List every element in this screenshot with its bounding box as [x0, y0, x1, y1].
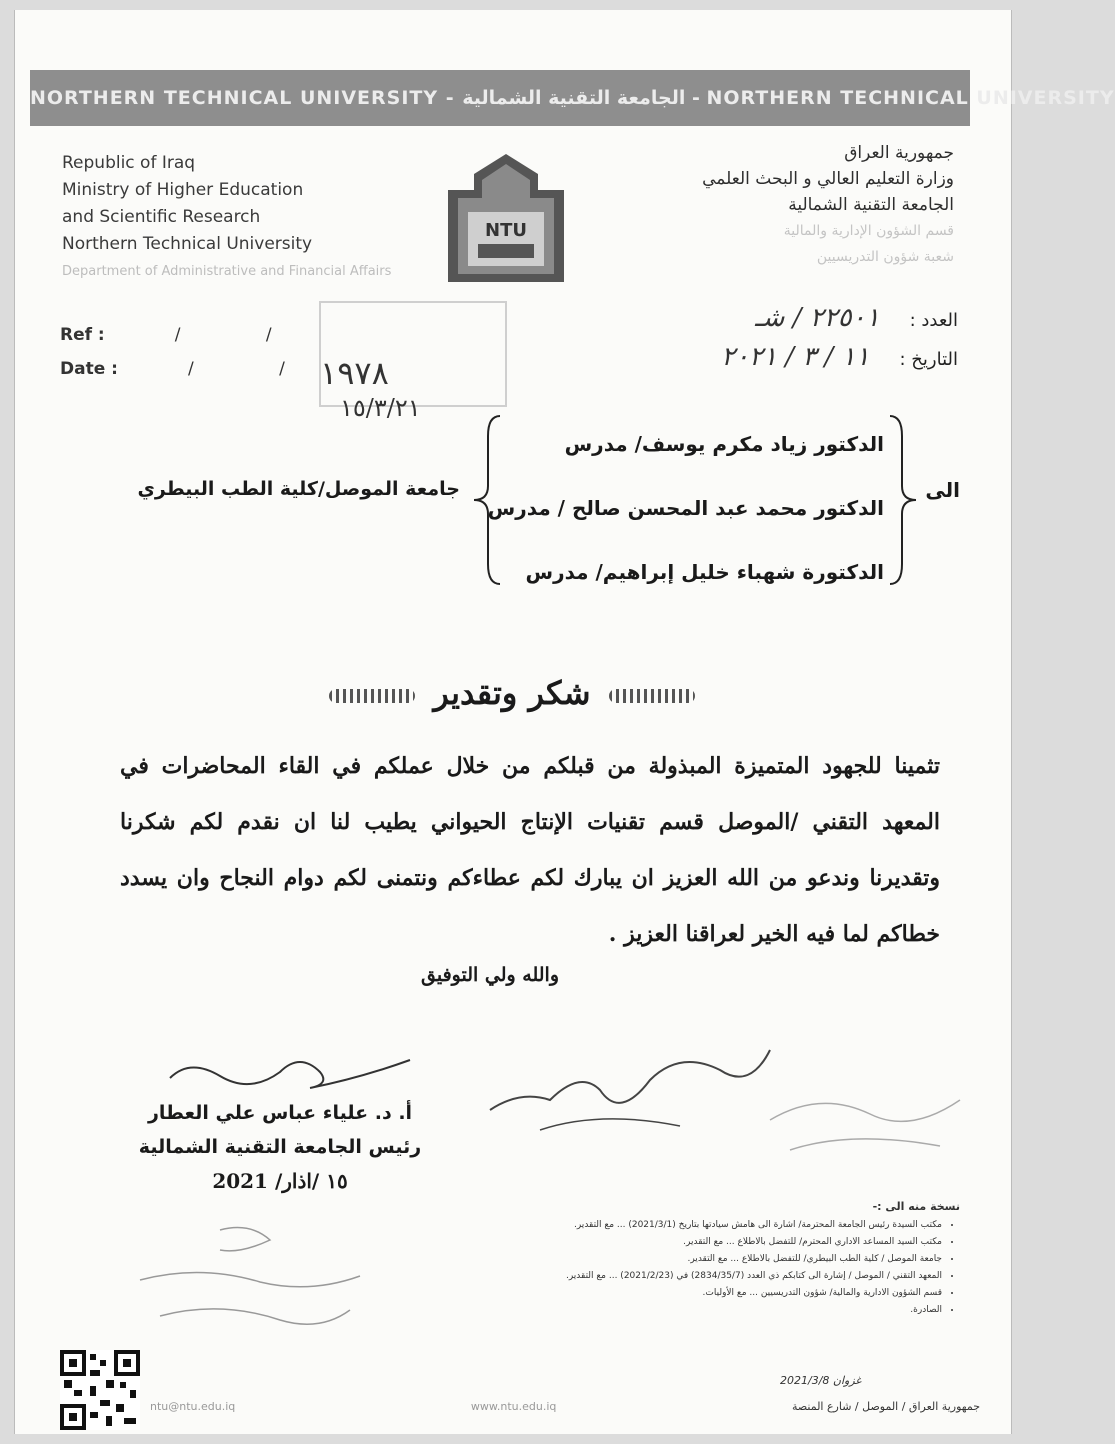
copy-recipient: • قسم الشؤون الادارية والمالية/ شؤون التدريسيين ... مع الأوليات.	[360, 1285, 942, 1302]
ornament-left	[329, 689, 415, 703]
inbox-number: ١٩٧٨	[320, 354, 389, 392]
footer	[150, 1400, 980, 1413]
letter-title-row	[0, 674, 1024, 712]
english-header-line: Northern Technical University	[62, 234, 313, 254]
recipient-institution: جامعة الموصل/كلية الطب البيطري	[137, 478, 460, 500]
copy-recipient: • مكتب السيد المساعد الاداري المحترم/ للتفضل بالاطلاع ... مع التقدير.	[360, 1234, 942, 1251]
arabic-header-faint-line: شعبة شؤون التدريسيين	[816, 249, 954, 265]
qr-code	[60, 1350, 140, 1430]
letter-body: تثمينا للجهود المتميزة المبذولة من قبلكم من خلال عملكم في القاء المحاضرات في المعهد التقني /الموصل قسم تقنيات الإنتاج الحيواني يطيب لنا ان نقدم لكم شكرنا وتقديرنا وندعو من الله العزيز ان يبارك لكم عطاءكم ونتمنى لكم دوام النجاح وان يسدد خطاكم لما فيه الخير لعراقنا العزيز .	[120, 753, 940, 947]
faint-annotation	[760, 1080, 970, 1170]
to-label: الى	[925, 478, 960, 502]
footer-email[interactable]: ntu@ntu.edu.iq	[150, 1400, 236, 1413]
reference-block	[60, 318, 325, 386]
closing-phrase: والله ولي التوفيق	[420, 964, 560, 986]
english-header-line: Ministry of Higher Education	[62, 180, 304, 200]
date-label: Date :	[60, 359, 118, 379]
copy-recipient: • مكتب السيدة رئيس الجامعة المحترمة/ اشارة الى هامش سيادتها بتاريخ (2021/3/1) ... مع التقدير.	[360, 1217, 942, 1234]
ornament-right	[609, 689, 695, 703]
doc-date-label: التاريخ :	[899, 349, 958, 370]
number-label: العدد :	[909, 310, 958, 331]
inbox-date: ١٥/٣/٢١	[340, 394, 421, 422]
signer-name: أ. د. علياء عباس علي العطار	[147, 1102, 413, 1124]
signer-block	[110, 1096, 450, 1198]
arabic-header-line: وزارة التعليم العالي و البحث العلمي	[702, 169, 954, 189]
arabic-header-faint-line: قسم الشؤون الإدارية والمالية	[783, 223, 954, 239]
arabic-header-line: جمهورية العراق	[844, 143, 954, 163]
copy-recipient: • جامعة الموصل / كلية الطب البيطري/ للتفضل بالاطلاع ... مع التقدير.	[360, 1251, 942, 1268]
university-logo	[438, 150, 574, 290]
annotation-signature	[480, 1030, 780, 1140]
arabic-header	[594, 140, 954, 270]
recipient-list	[464, 412, 884, 604]
english-header-line: and Scientific Research	[62, 207, 261, 227]
doc-date-value: ١١ / ٣ / ٢٠٢١	[721, 342, 870, 372]
english-header-line: Republic of Iraq	[62, 153, 196, 173]
copy-recipient: • الصادرة.	[360, 1302, 942, 1319]
drafted-by: 2021/3/8 غزوان	[780, 1374, 862, 1387]
footer-website[interactable]: www.ntu.edu.iq	[470, 1400, 557, 1413]
recipient-name: الدكتور زياد مكرم يوسف/ مدرس	[564, 432, 884, 456]
ref-label: Ref :	[60, 325, 105, 345]
recipient-name: الدكتور محمد عبد المحسن صالح / مدرس	[487, 496, 884, 520]
signer-date: ١٥ /اذار/ 2021	[212, 1169, 348, 1193]
university-banner: NORTHERN TECHNICAL UNIVERSITY - الجامعة التقنية الشمالية - NORTHERN TECHNICAL UNIVERSITY	[30, 70, 970, 126]
date-slashes: / /	[187, 359, 325, 379]
signer-title: رئيس الجامعة التقنية الشمالية	[138, 1136, 422, 1158]
ref-slashes: / /	[174, 325, 312, 345]
copies-label: نسخة منه الى :-	[872, 1200, 960, 1213]
english-header	[62, 150, 422, 285]
number-value: ٢٢٥٠١ / شـ	[755, 303, 880, 333]
arabic-header-line: الجامعة التقنية الشمالية	[788, 195, 954, 215]
document-number-block	[598, 300, 958, 378]
footer-address: جمهورية العراق / الموصل / شارع المنصة	[791, 1400, 980, 1413]
recipient-name: الدكتورة شهباء خليل إبراهيم/ مدرس	[525, 560, 884, 584]
handwritten-margin-note	[120, 1220, 370, 1340]
president-signature	[160, 1048, 430, 1098]
logo-text: NTU	[485, 220, 527, 241]
copy-recipient: • المعهد التقني / الموصل / إشارة الى كتابكم ذي العدد (2834/35/7) في (2021/2/23) ... مع التقدير.	[360, 1268, 942, 1285]
copies-list	[360, 1198, 960, 1319]
letter-title: شكر وتقدير	[433, 674, 591, 712]
english-header-department: Department of Administrative and Financial Affairs	[62, 264, 392, 279]
